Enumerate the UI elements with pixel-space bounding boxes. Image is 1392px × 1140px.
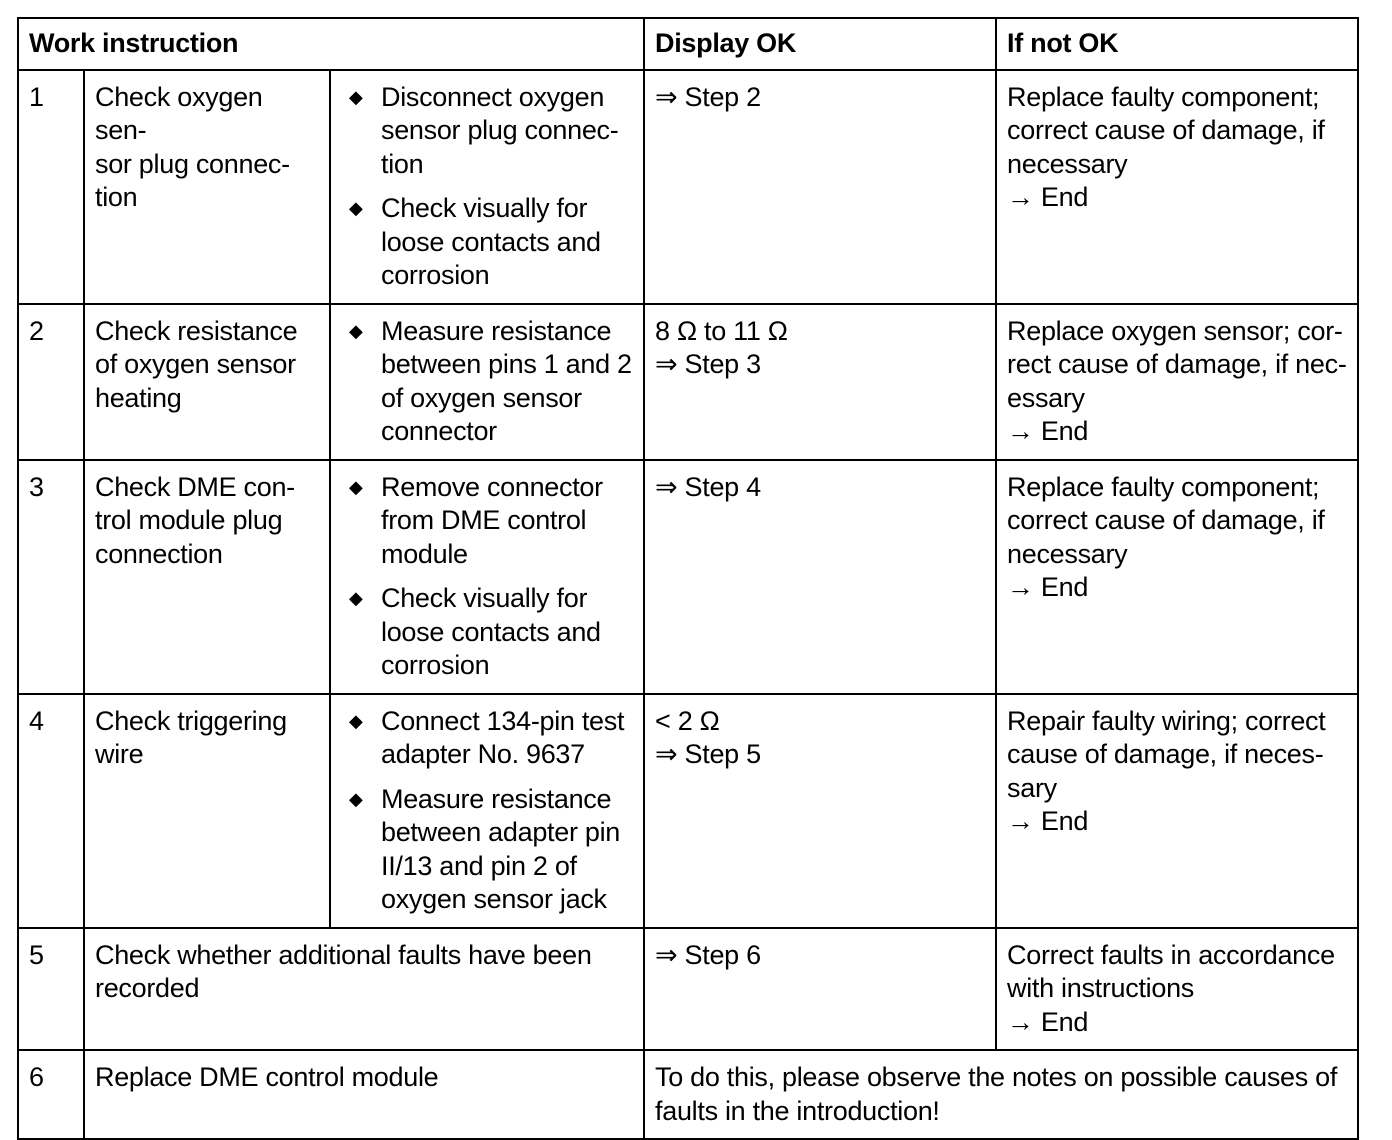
task-line: Check DME con-	[95, 471, 295, 502]
if-not-ok-cell	[996, 694, 1358, 928]
action-line: module	[381, 538, 468, 569]
action-line: Measure resistance	[381, 315, 612, 346]
action-line: corrosion	[381, 260, 490, 290]
action-line: Measure resistance	[381, 783, 612, 814]
table-row	[18, 694, 1358, 928]
step-actions	[330, 460, 644, 694]
display-ok-line: < 2 Ω	[655, 705, 720, 736]
action-list	[341, 81, 633, 293]
if-not-ok-cell	[996, 928, 1358, 1051]
if-not-ok-cell	[996, 70, 1358, 304]
table-row	[18, 1050, 1358, 1139]
header-display-ok: Display OK	[644, 18, 996, 70]
display-ok-cell	[644, 694, 996, 928]
step-number: 5	[18, 928, 84, 1051]
display-ok-cell	[644, 70, 996, 304]
if-not-ok-line: → End	[1007, 416, 1089, 446]
task-line: Replace DME control module	[95, 1062, 439, 1092]
action-list	[341, 705, 633, 917]
step-task	[84, 304, 330, 460]
task-line: of oxygen sensor	[95, 349, 296, 379]
action-line: corrosion	[381, 650, 490, 680]
action-list	[341, 471, 633, 683]
task-line: Check resistance	[95, 315, 298, 346]
task-line: wire	[95, 739, 144, 769]
step-task	[84, 694, 330, 928]
action-line: tion	[381, 148, 424, 179]
step-actions	[330, 70, 644, 304]
step-task	[84, 460, 330, 694]
action-line: II/13 and pin 2 of	[381, 850, 577, 881]
if-not-ok-cell	[996, 304, 1358, 460]
action-item	[341, 81, 633, 182]
step-number: 3	[18, 460, 84, 694]
if-not-ok-line: Replace faulty component;	[1007, 471, 1320, 502]
action-line: Check visually for	[381, 193, 588, 223]
table-row	[18, 460, 1358, 694]
action-line: loose contacts and	[381, 226, 601, 257]
display-ok-line: ⇒ Step 4	[655, 471, 761, 502]
work-instruction-document	[17, 17, 1357, 1140]
diamond-bullet-icon: ◆	[349, 588, 363, 608]
task-line: trol module plug	[95, 505, 283, 535]
if-not-ok-line: correct cause of damage, if	[1007, 115, 1325, 145]
task-line: Check triggering	[95, 705, 287, 736]
display-ok-line: ⇒ Step 3	[655, 349, 761, 379]
if-not-ok-line: Replace oxygen sensor; cor-	[1007, 315, 1343, 346]
step-task	[84, 928, 644, 1051]
step-note	[644, 1050, 1358, 1139]
action-list	[341, 315, 633, 449]
action-item	[341, 783, 633, 917]
action-line: loose contacts and	[381, 616, 601, 647]
task-line: recorded	[95, 973, 200, 1003]
if-not-ok-line: → End	[1007, 572, 1089, 602]
action-line: Connect 134-pin test	[381, 705, 625, 736]
table-header-row	[18, 18, 1358, 70]
if-not-ok-line: Repair faulty wiring; correct	[1007, 705, 1326, 736]
diamond-bullet-icon: ◆	[349, 320, 363, 341]
note-line: faults in the introduction!	[655, 1095, 940, 1126]
if-not-ok-line: necessary	[1007, 148, 1128, 179]
if-not-ok-line: → End	[1007, 1006, 1089, 1037]
action-line: sensor plug connec-	[381, 115, 619, 145]
diamond-bullet-icon: ◆	[349, 86, 363, 107]
action-line: oxygen sensor jack	[381, 884, 607, 914]
task-line: connection	[95, 538, 223, 569]
diamond-bullet-icon: ◆	[349, 198, 363, 218]
display-ok-cell	[644, 304, 996, 460]
task-line: Check whether additional faults have been	[95, 939, 592, 970]
display-ok-cell	[644, 460, 996, 694]
if-not-ok-line: Correct faults in accordance	[1007, 939, 1335, 970]
action-line: between adapter pin	[381, 817, 620, 847]
if-not-ok-line: cause of damage, if neces-	[1007, 739, 1324, 769]
if-not-ok-line: Replace faulty component;	[1007, 81, 1320, 112]
task-line: heating	[95, 382, 182, 413]
table-row	[18, 304, 1358, 460]
step-task	[84, 70, 330, 304]
if-not-ok-line: → End	[1007, 806, 1089, 836]
if-not-ok-line: with instructions	[1007, 973, 1195, 1003]
table-row	[18, 70, 1358, 304]
display-ok-line: ⇒ Step 2	[655, 81, 761, 112]
action-item	[341, 192, 633, 293]
if-not-ok-line: rect cause of damage, if nec-	[1007, 349, 1347, 379]
if-not-ok-line: sary	[1007, 772, 1057, 803]
if-not-ok-line: correct cause of damage, if	[1007, 505, 1325, 535]
diamond-bullet-icon: ◆	[349, 710, 363, 731]
task-line: Check oxygen sen-	[95, 81, 263, 145]
task-line: sor plug connec-	[95, 148, 290, 179]
header-work-instruction: Work instruction	[18, 18, 644, 70]
step-number: 6	[18, 1050, 84, 1139]
action-line: from DME control	[381, 505, 587, 535]
action-item	[341, 315, 633, 449]
step-number: 2	[18, 304, 84, 460]
if-not-ok-line: essary	[1007, 382, 1085, 413]
action-line: between pins 1 and 2	[381, 349, 632, 379]
step-number: 4	[18, 694, 84, 928]
step-actions	[330, 304, 644, 460]
if-not-ok-line: necessary	[1007, 538, 1128, 569]
diamond-bullet-icon: ◆	[349, 476, 363, 497]
action-item	[341, 582, 633, 683]
step-number: 1	[18, 70, 84, 304]
step-actions	[330, 694, 644, 928]
action-line: Check visually for	[381, 583, 588, 613]
diamond-bullet-icon: ◆	[349, 788, 363, 809]
action-line: Remove connector	[381, 471, 603, 502]
if-not-ok-line: → End	[1007, 182, 1089, 212]
action-item	[341, 705, 633, 772]
action-line: adapter No. 9637	[381, 739, 585, 769]
table-row	[18, 928, 1358, 1051]
work-instruction-table	[17, 17, 1359, 1140]
header-if-not-ok: If not OK	[996, 18, 1358, 70]
display-ok-line: ⇒ Step 6	[655, 939, 761, 970]
display-ok-cell	[644, 928, 996, 1051]
if-not-ok-cell	[996, 460, 1358, 694]
action-item	[341, 471, 633, 572]
action-line: of oxygen sensor	[381, 382, 582, 413]
display-ok-line: 8 Ω to 11 Ω	[655, 315, 788, 346]
action-line: connector	[381, 416, 497, 446]
action-line: Disconnect oxygen	[381, 81, 605, 112]
task-line: tion	[95, 182, 138, 212]
note-line: To do this, please observe the notes on possible causes of	[655, 1062, 1338, 1092]
display-ok-line: ⇒ Step 5	[655, 739, 761, 769]
step-task	[84, 1050, 644, 1139]
